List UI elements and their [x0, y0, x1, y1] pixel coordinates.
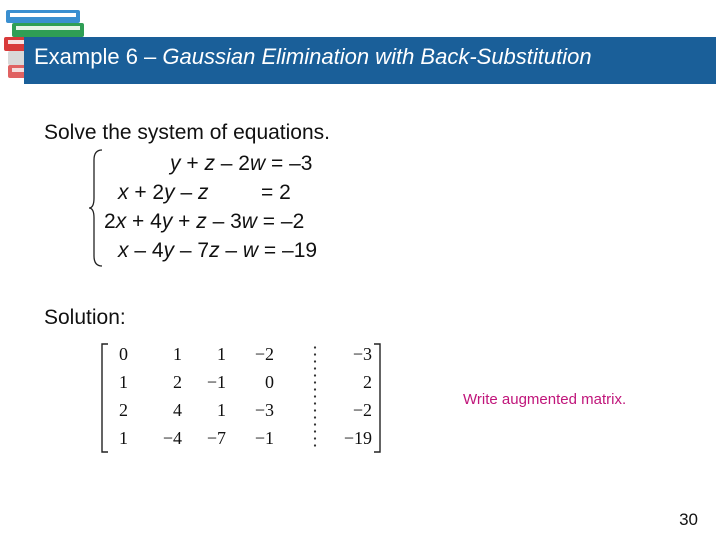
matrix-cell: −7 — [206, 428, 226, 448]
matrix-cell: 1 — [173, 344, 182, 364]
matrix-cell: −3 — [352, 344, 372, 364]
title-prefix: Example 6 – — [34, 44, 163, 69]
equation-3: 2x + 4y + z – 3w = –2 — [104, 210, 305, 233]
equation-1: y + z – 2w = –3 — [170, 152, 313, 175]
matrix-cell: 0 — [265, 372, 274, 392]
matrix-cell: −4 — [162, 428, 182, 448]
matrix-cell: 1 — [119, 428, 128, 448]
augment-divider — [312, 344, 318, 450]
matrix-cell: −19 — [343, 428, 372, 448]
title-subject: Gaussian Elimination with Back-Substitution — [162, 44, 592, 69]
matrix-cell: −1 — [254, 428, 274, 448]
matrix-cell: 2 — [119, 400, 128, 420]
matrix-cell: −1 — [206, 372, 226, 392]
matrix-cell: 1 — [119, 372, 128, 392]
step-note: Write augmented matrix. — [463, 391, 627, 408]
matrix-cell: 4 — [173, 400, 182, 420]
matrix-cell: 2 — [363, 372, 372, 392]
problem-prompt: Solve the system of equations. — [44, 121, 330, 144]
equation-4: x – 4y – 7z – w = –19 — [118, 239, 318, 262]
matrix-cell: 1 — [217, 400, 226, 420]
augmented-matrix — [100, 342, 385, 454]
matrix-cell: 2 — [173, 372, 182, 392]
equation-2: x + 2y – z = 2 — [118, 181, 291, 204]
matrix-cell: 1 — [217, 344, 226, 364]
matrix-cell: 0 — [119, 344, 128, 364]
page-number: 30 — [679, 510, 698, 529]
matrix-cell: −2 — [254, 344, 274, 364]
solution-label: Solution: — [44, 306, 126, 329]
system-brace — [88, 148, 106, 268]
matrix-cell: −2 — [352, 400, 372, 420]
slide-title — [34, 44, 592, 70]
matrix-cell: −3 — [254, 400, 274, 420]
